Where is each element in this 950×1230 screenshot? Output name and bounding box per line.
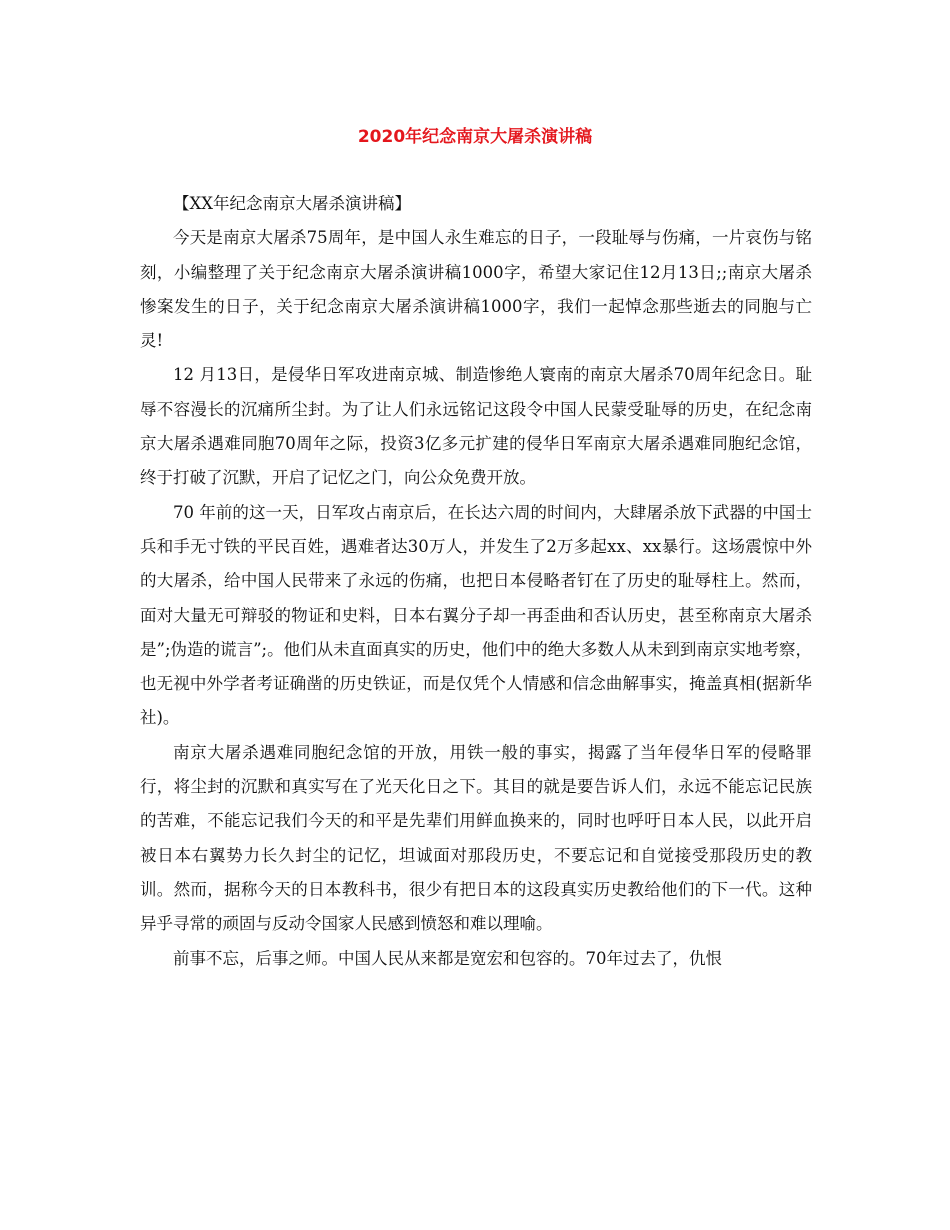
document-subheading: 【XX年纪念南京大屠杀演讲稿】	[173, 194, 411, 213]
paragraph-memorial-day: 12 月13日，是侵华日军攻进南京城、制造惨绝人寰南的南京大屠杀70周年纪念日。耻辱不容漫长的沉痛所尘封。为了让人们永远铭记这段令中国人民蒙受耻辱的历史，在纪念南京大屠杀遇难同胞70周年之际，投资3亿多元扩建的侵华日军南京大屠杀遇难同胞纪念馆，终于打破了沉默，开启了记忆之门，向公众免费开放。	[140, 365, 812, 488]
paragraph-memorial-hall: 南京大屠杀遇难同胞纪念馆的开放，用铁一般的事实，揭露了当年侵华日军的侵略罪行，将尘封的沉默和真实写在了光天化日之下。其目的就是要告诉人们，永远不能忘记民族的苦难，不能忘记我们今天的和平是先辈们用鲜血换来的，同时也呼吁日本人民，以此开启被日本右翼势力长久封尘的记忆，坦诚面对那段历史，不要忘记和自觉接受那段历史的教训。然而，据称今天的日本教科书，很少有把日本的这段真实历史教给他们的下一代。这种异乎寻常的顽固与反动令国家人民感到愤怒和难以理喻。	[140, 742, 812, 934]
document-body	[140, 187, 812, 976]
paragraph-intro: 今天是南京大屠杀75周年，是中国人永生难忘的日子，一段耻辱与伤痛，一片哀伤与铭刻，小编整理了关于纪念南京大屠杀演讲稿1000字，希望大家记住12月13日;;南京大屠杀惨案发生的日子，关于纪念南京大屠杀演讲稿1000字，我们一起悼念那些逝去的同胞与亡灵!	[140, 228, 812, 351]
document-title: 2020年纪念南京大屠杀演讲稿	[357, 127, 593, 147]
paragraph-lessons: 前事不忘，后事之师。中国人民从来都是宽宏和包容的。70年过去了，仇恨	[173, 948, 722, 968]
paragraph-history: 70 年前的这一天，日军攻占南京后，在长达六周的时间内，大肆屠杀放下武器的中国士兵和手无寸铁的平民百姓，遇难者达30万人，并发生了2万多起xx、xx暴行。这场震惊中外的大屠杀，给中国人民带来了永远的伤痛，也把日本侵略者钉在了历史的耻辱柱上。然而，面对大量无可辩驳的物证和史料，日本右翼分子却一再歪曲和否认历史，甚至称南京大屠杀是”;伪造的谎言”;。他们从未直面真实的历史，他们中的绝大多数人从未到到南京实地考察，也无视中外学者考证确凿的历史铁证，而是仅凭个人情感和信念曲解事实，掩盖真相(据新华社)。	[140, 502, 812, 728]
